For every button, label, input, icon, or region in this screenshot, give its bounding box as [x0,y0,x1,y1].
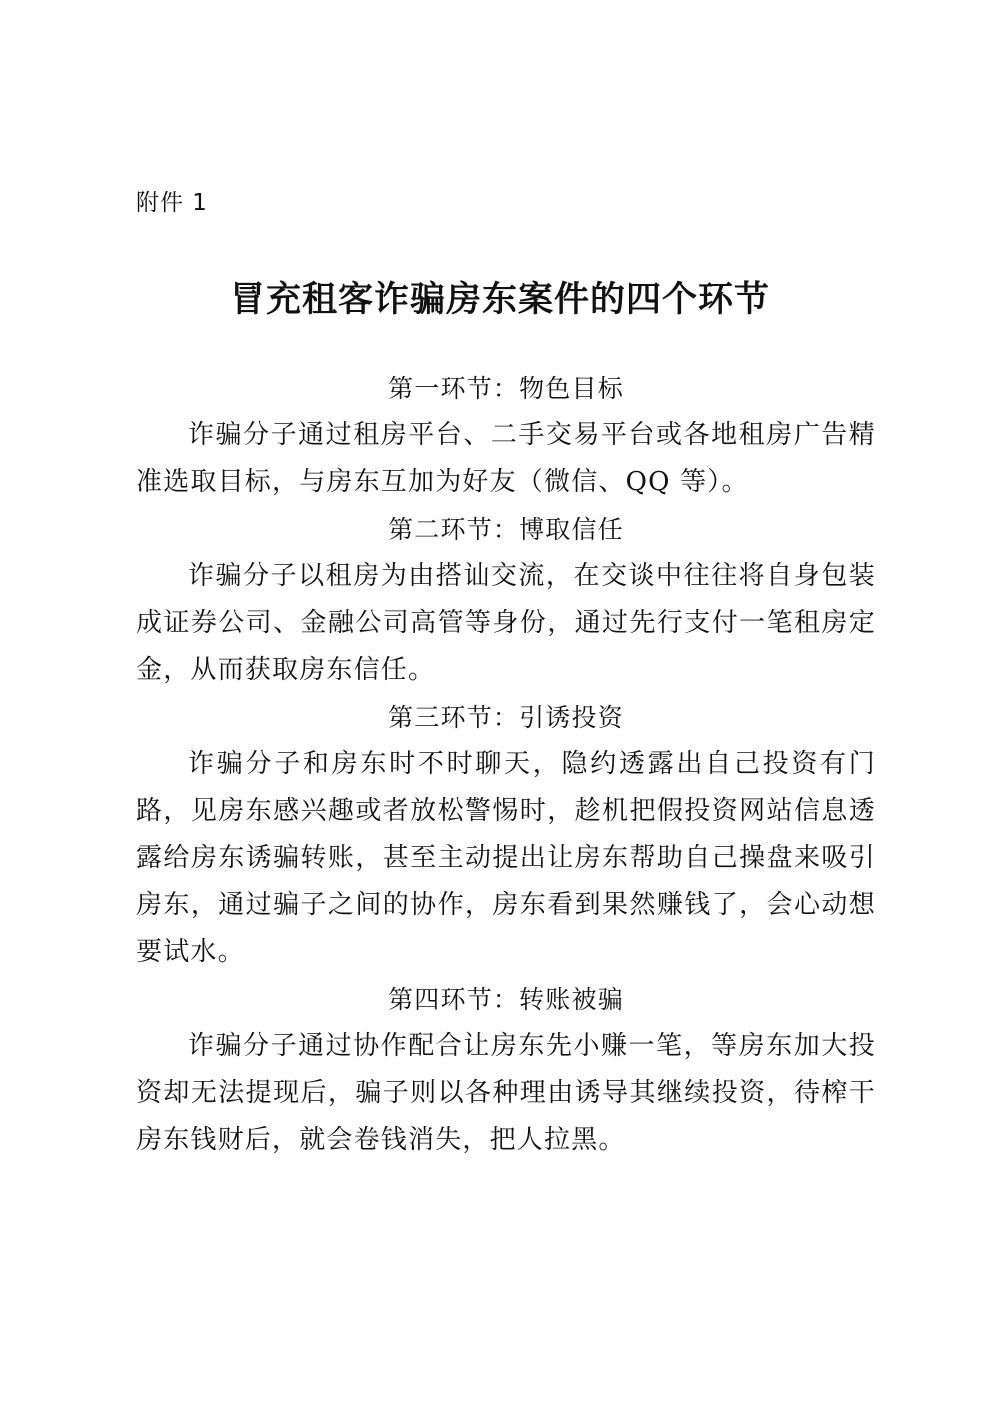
stage-2-body: 诈骗分子以租房为由搭讪交流，在交谈中往往将自身包装成证券公司、金融公司高管等身份，通过先行支付一笔租房定金，从而获取房东信任。 [136,561,876,685]
document-body [136,365,876,1164]
stage-1-heading: 第一环节：物色目标 [388,374,624,403]
stage-3-heading: 第三环节：引诱投资 [388,703,624,732]
stage-2-heading: 第二环节：博取信任 [388,515,624,544]
stage-4-heading: 第四环节：转账被骗 [388,985,624,1014]
stage-4-body: 诈骗分子通过协作配合让房东先小赚一笔，等房东加大投资却无法提现后，骗子则以各种理由诱导其继续投资，待榨干房东钱财后，就会卷钱消失，把人拉黑。 [136,1031,876,1155]
document-title: 冒充租客诈骗房东案件的四个环节 [229,280,770,320]
stage-3-body: 诈骗分子和房东时不时聊天，隐约透露出自己投资有门路，见房东感兴趣或者放松警惕时，趁机把假投资网站信息透露给房东诱骗转账，甚至主动提出让房东帮助自己操盘来吸引房东，通过骗子之间的协作，房东看到果然赚钱了，会心动想要试水。 [136,749,876,967]
stage-1-body: 诈骗分子通过租房平台、二手交易平台或各地租房广告精准选取目标，与房东互加为好友（微信、QQ 等）。 [136,420,876,497]
attachment-label: 附件 1 [136,190,208,216]
